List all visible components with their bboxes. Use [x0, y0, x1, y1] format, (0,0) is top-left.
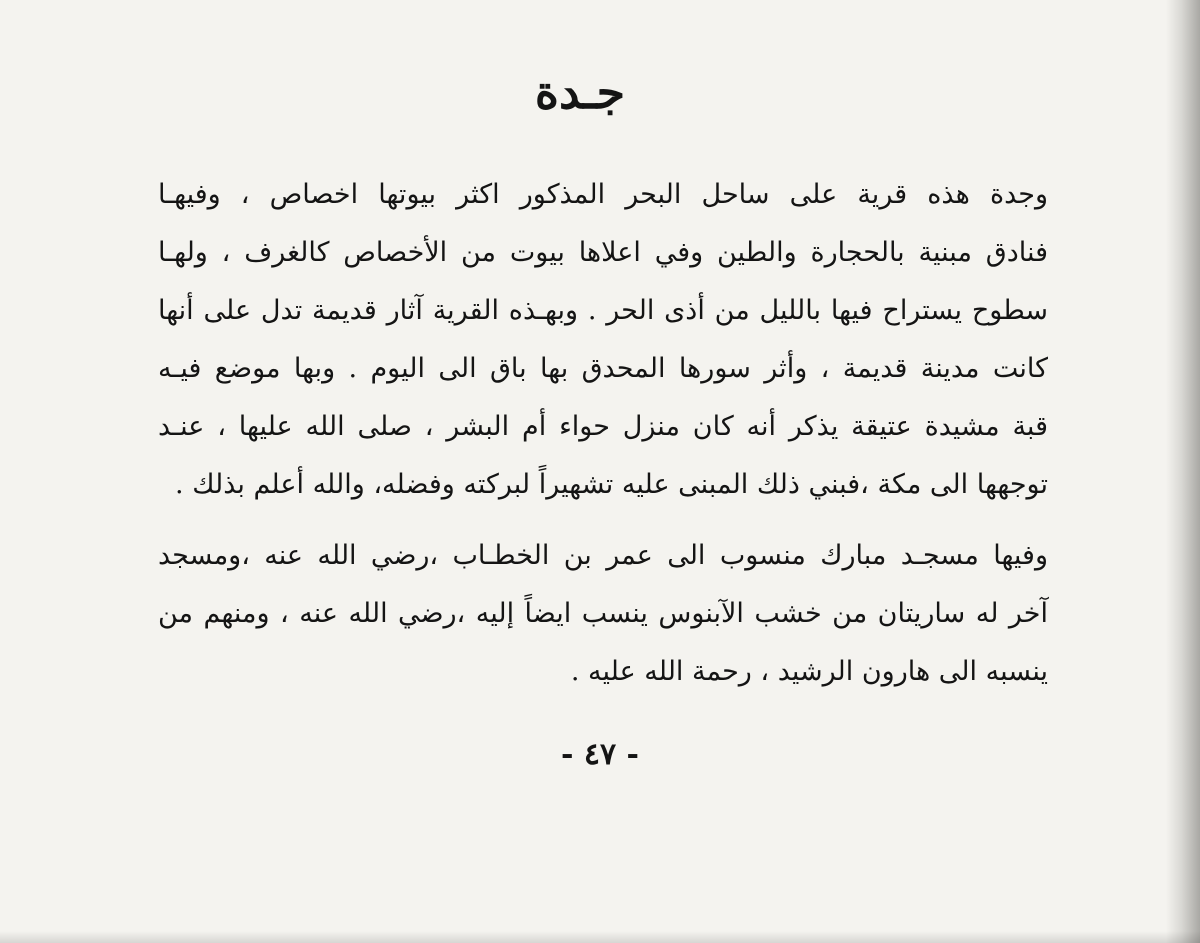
- text-line: وجدة هذه قرية على ساحل البحر المذكور اكثر بيوتها اخصاص ، وفيهـا: [158, 179, 1048, 210]
- page-number: - ٤٧ -: [560, 737, 640, 772]
- text-line: قبة مشيدة عتيقة يذكر أنه كان منزل حواء أم البشر ، صلى الله عليها ، عنـد: [158, 411, 1048, 442]
- text-line: سطوح يستراح فيها بالليل من أذى الحر . وبهـذه القرية آثار قديمة تدل على أنها: [158, 295, 1048, 326]
- page-edge-shadow: [1166, 0, 1200, 943]
- text-line: ينسبه الى هارون الرشيد ، رحمة الله عليه .: [570, 656, 1048, 687]
- text-line: توجهها الى مكة ،فبني ذلك المبنى عليه تشهيراً لبركته وفضله، والله أعلم بذلك .: [175, 469, 1048, 500]
- text-line: كانت مدينة قديمة ، وأثر سورها المحدق بها باق الى اليوم . وبها موضع فيـه: [158, 353, 1048, 384]
- paragraph-2: [158, 527, 1048, 701]
- text-line: وفيها مسجـد مبارك منسوب الى عمر بن الخطـاب ،رضي الله عنه ،ومسجد: [158, 540, 1048, 571]
- paragraph-1: [158, 166, 1048, 514]
- text-line: فنادق مبنية بالحجارة والطين وفي اعلاها بيوت من الأخصاص كالغرف ، ولهـا: [158, 237, 1048, 268]
- page-title: جـدة: [534, 65, 626, 119]
- page-bottom-shadow: [0, 931, 1200, 943]
- text-line: آخر له ساريتان من خشب الآبنوس ينسب ايضاً إليه ،رضي الله عنه ، ومنهم من: [158, 598, 1048, 629]
